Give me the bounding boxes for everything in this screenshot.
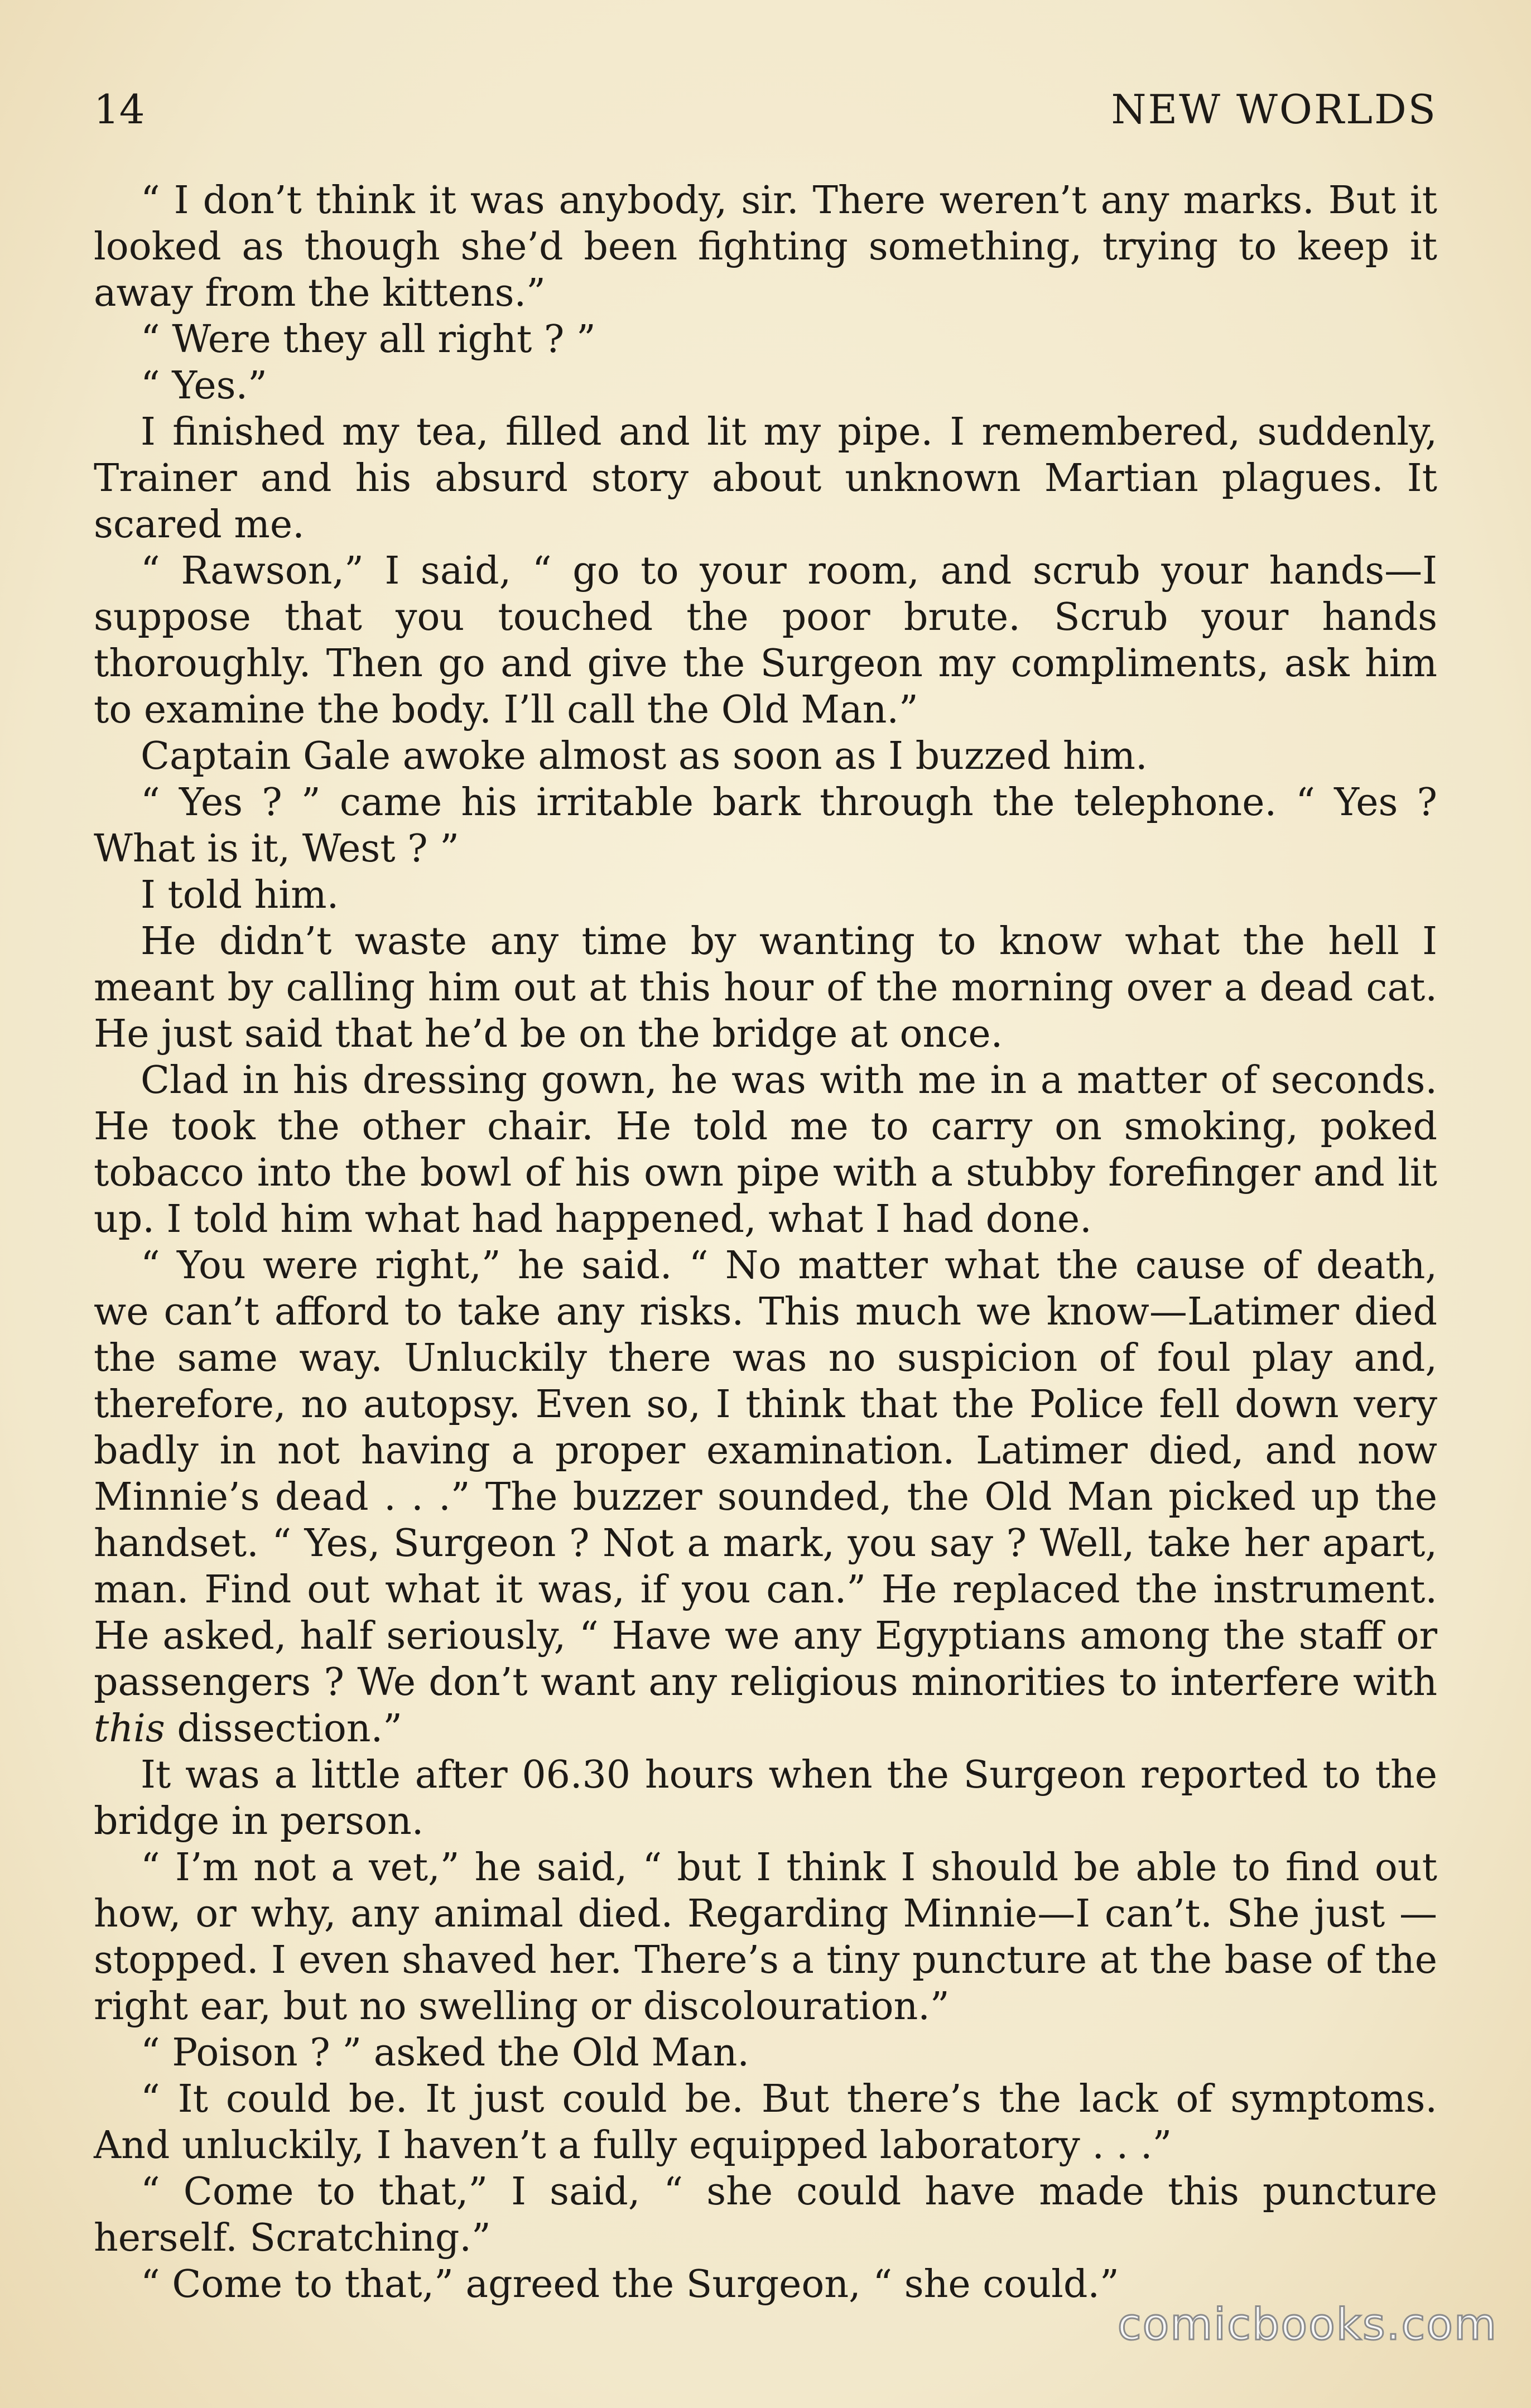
paragraph: It was a little after 06.30 hours when the Surgeon reported to the bridge in person. xyxy=(94,1753,1437,1843)
paragraph: “ Yes ? ” came his irritable bark through the telephone. “ Yes ? What is it, West ? ” xyxy=(94,781,1437,871)
emphasis-text: this xyxy=(94,1707,165,1751)
paragraph: Captain Gale awoke almost as soon as I buzzed him. xyxy=(141,734,1148,778)
page-number: 14 xyxy=(94,86,145,133)
paragraph: “ It could be. It just could be. But there’s the lack of symptoms. And unluckily, I haven’t a fully equipped laboratory . . .” xyxy=(94,2077,1437,2168)
paragraph-text-tail: dissection.” xyxy=(165,1707,402,1751)
paragraph-text: “ You were right,” he said. “ No matter what the cause of death, we can’t afford to take any risks. This much we know—Latimer died the same way. Unluckily there was no suspicion of foul play and, therefore, no autopsy. Even so, I think that the Police fell down very badly in not having a proper examination. Latimer died, and now Minnie’s dead . . .” The buzzer sounded, the Old Man picked up the handset. “ Yes, Surgeon ? Not a mark, you say ? Well, take her apart, man. Find out what it was, if you can.” He replaced the instrument. He asked, half seriously, “ Have we any Egyptians among the staff or passengers ? We don’t want any religious minorities to interfere with xyxy=(94,1244,1437,1704)
paragraph: “ Yes.” xyxy=(141,364,267,408)
paragraph: “ Come to that,” I said, “ she could have made this puncture herself. Scratching.” xyxy=(94,2170,1437,2260)
paragraph: “ Come to that,” agreed the Surgeon, “ she could.” xyxy=(141,2262,1119,2306)
watermark: comicbooks.com xyxy=(1117,2300,1498,2350)
paragraph: “ Poison ? ” asked the Old Man. xyxy=(141,2031,749,2075)
paragraph: I finished my tea, filled and lit my pipe. I remembered, suddenly, Trainer and his absurd story about unknown Martian plagues. It scared me. xyxy=(94,410,1437,547)
page-header xyxy=(94,78,1437,139)
paragraph: “ Rawson,” I said, “ go to your room, and scrub your hands—I suppose that you touched the poor brute. Scrub your hands thoroughly. Then go and give the Surgeon my compliments, ask him to examine the body. I’ll call the Old Man.” xyxy=(94,549,1437,732)
paragraph: “ I don’t think it was anybody, sir. There weren’t any marks. But it looked as though she’d been fighting something, trying to keep it away from the kittens.” xyxy=(94,179,1437,315)
paragraph: “ I’m not a vet,” he said, “ but I think I should be able to find out how, or why, any animal died. Regarding Minnie—I can’t. She just —stopped. I even shaved her. There’s a tiny puncture at the base of the right ear, but no swelling or discolouration.” xyxy=(94,1846,1437,2029)
paragraph: He didn’t waste any time by wanting to know what the hell I meant by calling him out at this hour of the morning over a dead cat. He just said that he’d be on the bridge at once. xyxy=(94,919,1437,1056)
text-body xyxy=(94,177,1437,2308)
running-head: NEW WORLDS xyxy=(1111,86,1437,133)
paragraph: “ Were they all right ? ” xyxy=(141,317,596,362)
paragraph xyxy=(94,1242,1437,1752)
paragraph: I told him. xyxy=(141,873,339,917)
paragraph: Clad in his dressing gown, he was with me in a matter of seconds. He took the other chair. He told me to carry on smoking, poked tobacco into the bowl of his own pipe with a stubby forefinger and lit up. I told him what had happened, what I had done. xyxy=(94,1058,1437,1241)
